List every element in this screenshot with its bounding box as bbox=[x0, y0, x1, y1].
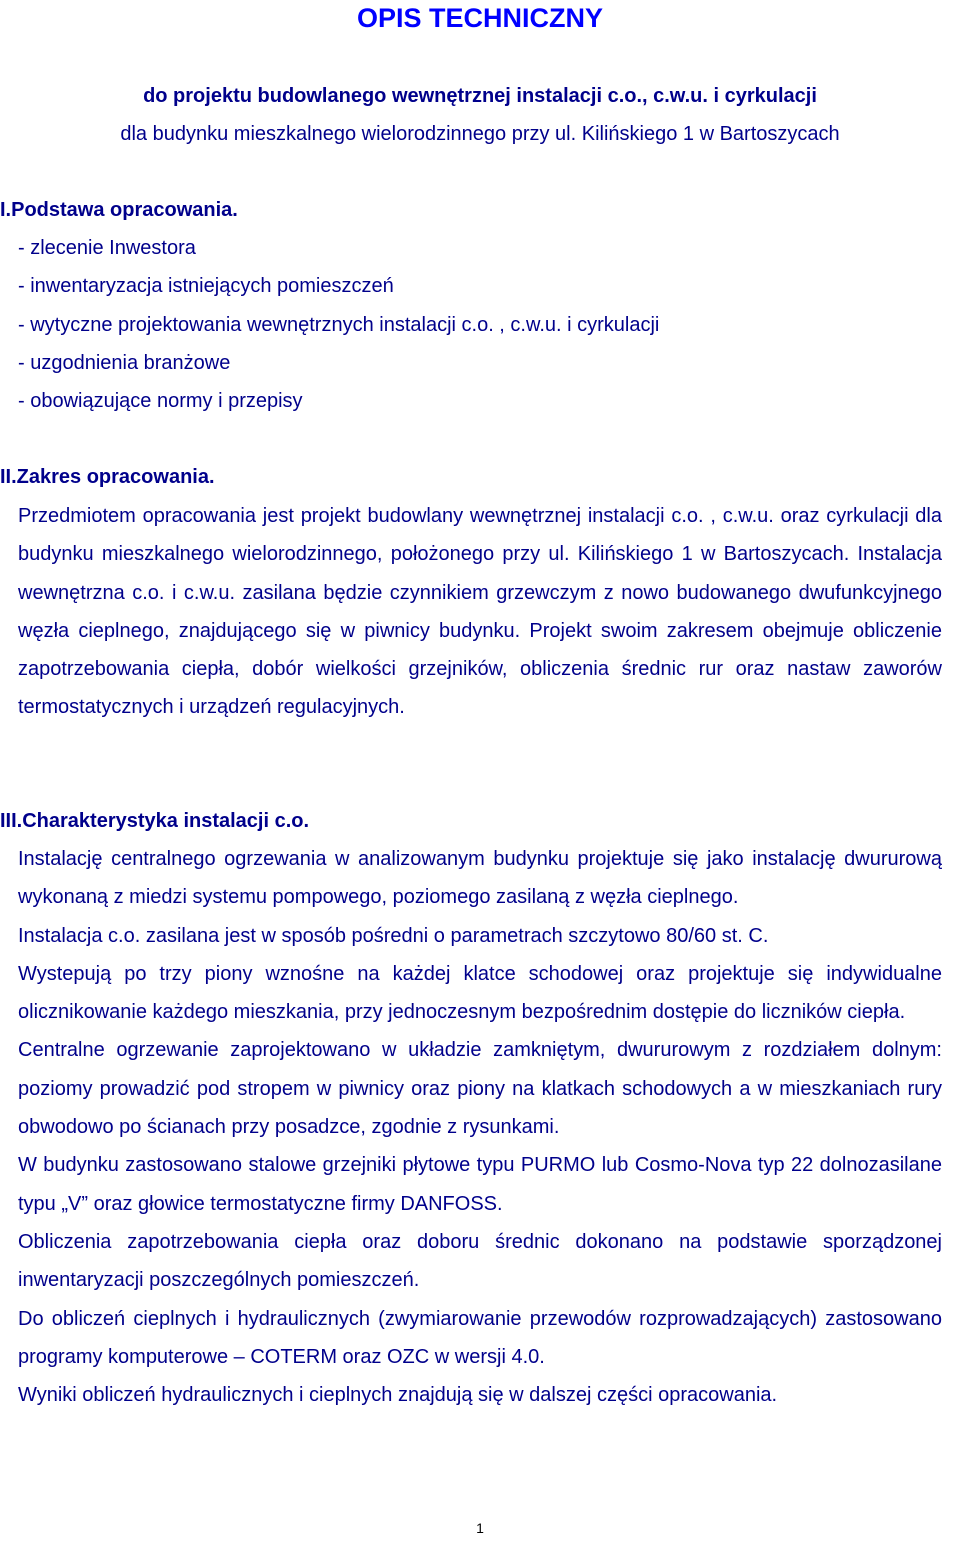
paragraph: Instalację centralnego ogrzewania w analizowanym budynku projektuje się jako instalację dwururową wykonaną z miedzi systemu pompowego, poziomego zasilaną z węzła cieplnego. bbox=[18, 848, 942, 909]
document-title: OPIS TECHNICZNY bbox=[356, 3, 604, 33]
list-item: - obowiązujące normy i przepisy bbox=[18, 390, 303, 413]
paragraph: Obliczenia zapotrzebowania ciepła oraz doboru średnic dokonano na podstawie sporządzonej inwentaryzacji poszczególnych pomieszczeń. bbox=[18, 1230, 942, 1292]
section-2-body bbox=[18, 497, 942, 727]
section-1-heading: I.Podstawa opracowania. bbox=[0, 199, 238, 221]
paragraph: Do obliczeń cieplnych i hydraulicznych (zwymiarowanie przewodów rozprowadzających) zastosowano programy komputerowe – COTERM oraz OZC w wersji 4.0. bbox=[18, 1307, 942, 1368]
list-item: - wytyczne projektowania wewnętrznych instalacji c.o. , c.w.u. i cyrkulacji bbox=[18, 313, 660, 336]
paragraph: Centralne ogrzewanie zaprojektowano w układzie zamkniętym, dwururowym z rozdziałem dolnym: poziomy prowadzić pod stropem w piwnicy oraz piony na klatkach schodowych a w mieszkaniach rury obwodowo po ścianach przy posadzce, zgodnie z rysunkami. bbox=[18, 1039, 942, 1139]
paragraph: Wystepują po trzy piony wznośne na każdej klatce schodowej oraz projektuje się indywidualne olicznikowanie każdego mieszkania, przy jednoczesnym bezpośrednim dostępie do liczników ciepła. bbox=[18, 962, 942, 1024]
section-1-list bbox=[18, 229, 942, 420]
paragraph: Wyniki obliczeń hydraulicznych i cieplnych znajdują się w dalszej części opracowania. bbox=[18, 1384, 778, 1407]
paragraph: W budynku zastosowano stalowe grzejniki płytowe typu PURMO lub Cosmo-Nova typ 22 dolnozasilane typu „V” oraz głowice termostatyczne firmy DANFOSS. bbox=[18, 1154, 942, 1215]
document-subtitle-line-2: dla budynku mieszkalnego wielorodzinnego przy ul. Kilińskiego 1 w Bartoszycach bbox=[120, 123, 840, 145]
list-item: - uzgodnienia branżowe bbox=[18, 351, 231, 374]
document-subtitle-line-1: do projektu budowlanego wewnętrznej instalacji c.o., c.w.u. i cyrkulacji bbox=[143, 85, 817, 107]
section-3-body bbox=[18, 840, 942, 1414]
section-2-heading: II.Zakres opracowania. bbox=[0, 466, 215, 488]
list-item: - zlecenie Inwestora bbox=[18, 237, 196, 259]
paragraph: Przedmiotem opracowania jest projekt budowlany wewnętrznej instalacji c.o. , c.w.u. oraz cyrkulacji dla budynku mieszkalnego wielorodzinnego, położonego przy ul. Kilińskiego 1 w Bartoszycach. Instalacja wewnętrzna c.o. i c.w.u. zasilana będzie czynnikiem grzewczym z nowo budowanego dwufunkcyjnego węzła cieplnego, znajdującego się w piwnicy budynku. Projekt swoim zakresem obejmuje obliczenie zapotrzebowania ciepła, dobór wielkości grzejników, obliczenia średnic rur oraz nastaw zaworów termostatycznych i urządzeń regulacyjnych. bbox=[18, 505, 942, 719]
list-item: - inwentaryzacja istniejących pomieszczeń bbox=[18, 275, 394, 298]
paragraph: Instalacja c.o. zasilana jest w sposób pośredni o parametrach szczytowo 80/60 st. C. bbox=[18, 924, 769, 947]
section-3-heading: III.Charakterystyka instalacji c.o. bbox=[0, 810, 310, 832]
page-number: 1 bbox=[476, 1520, 484, 1536]
